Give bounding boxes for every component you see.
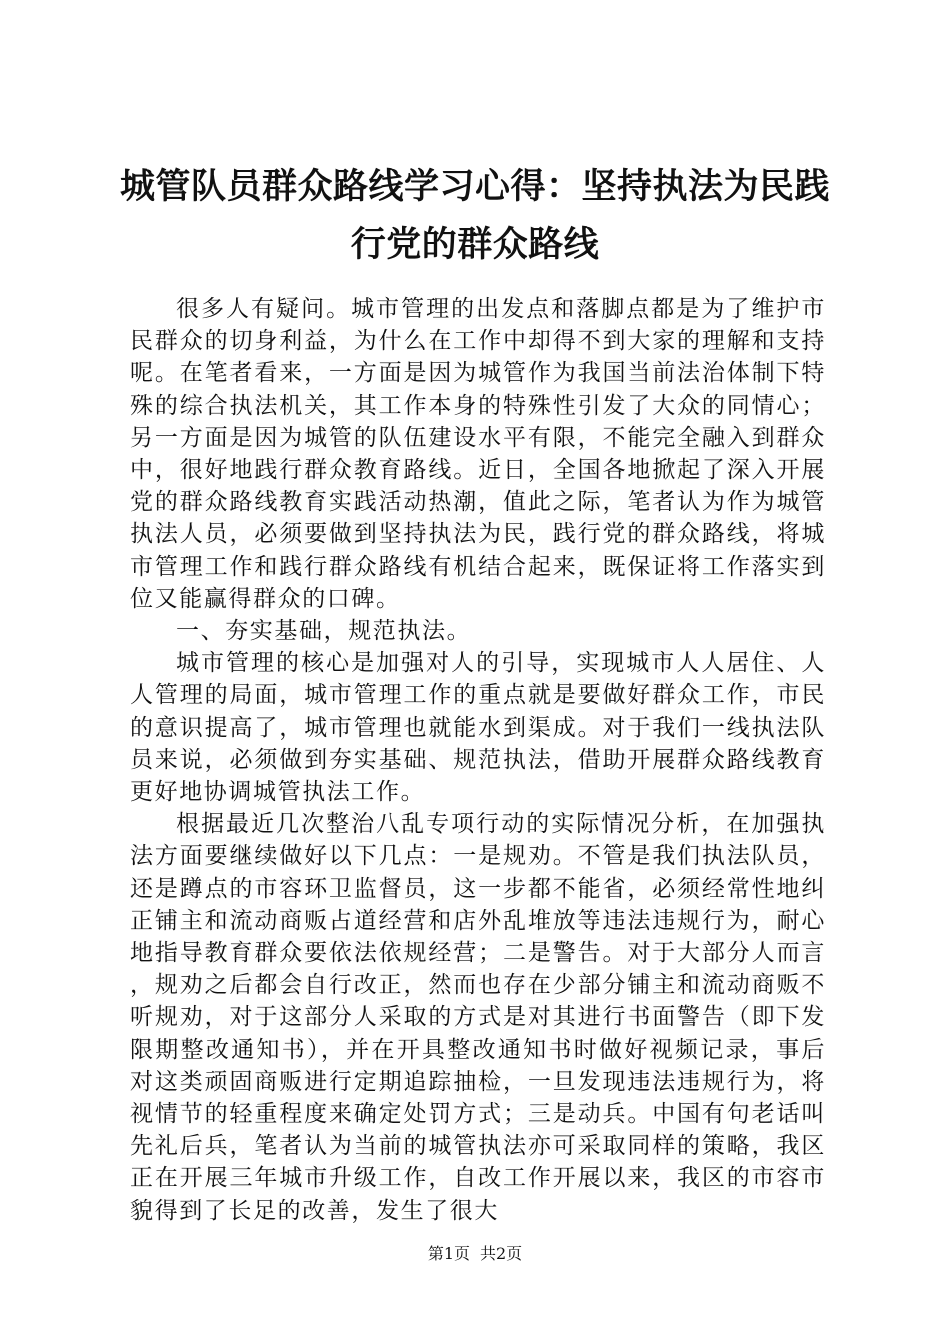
document-title: 城管队员群众路线学习心得：坚持执法为民践行党的群众路线: [120, 166, 831, 265]
section-heading-1: 一、夯实基础，规范执法。: [176, 618, 472, 645]
document-body: [130, 293, 826, 1227]
page-footer: [0, 1242, 950, 1266]
paragraph-section-1: 城市管理的核心是加强对人的引导，实现城市人人居住、人人管理的局面，城市管理工作的重点就是要做好群众工作，市民的意识提高了，城市管理也就能水到渠成。对于我们一线执法队员来说，必须做到夯实基础、规范执法，借助开展群众路线教育更好地协调城管执法工作。: [130, 650, 826, 806]
page-total: 共2页: [480, 1244, 523, 1263]
paragraph-intro: 很多人有疑问。城市管理的出发点和落脚点都是为了维护市民群众的切身利益，为什么在工作中却得不到大家的理解和支持呢。在笔者看来，一方面是因为城管作为我国当前法治体制下特殊的综合执法机关，其工作本身的特殊性引发了大众的同情心；另一方面是因为城管的队伍建设水平有限，不能完全融入到群众中，很好地践行群众教育路线。近日，全国各地掀起了深入开展党的群众路线教育实践活动热潮，值此之际，笔者认为作为城管执法人员，必须要做到坚持执法为民，践行党的群众路线，将城市管理工作和践行群众路线有机结合起来，既保证将工作落实到位又能赢得群众的口碑。: [130, 296, 826, 612]
page-number: 第1页: [427, 1244, 470, 1263]
paragraph-enforcement: 根据最近几次整治八乱专项行动的实际情况分析，在加强执法方面要继续做好以下几点：一是规劝。不管是我们执法队员，还是蹲点的市容环卫监督员，这一步都不能省，必须经常性地纠正铺主和流动商贩占道经营和店外乱堆放等违法违规行为，耐心地指导教育群众要依法依规经营；二是警告。对于大部分人而言，规劝之后都会自行改正，然而也存在少部分铺主和流动商贩不听规劝，对于这部分人采取的方式是对其进行书面警告（即下发限期整改通知书），并在开具整改通知书时做好视频记录，事后对这类顽固商贩进行定期追踪抽检，一旦发现违法违规行为，将视情节的轻重程度来确定处罚方式；三是动兵。中国有句老话叫先礼后兵，笔者认为当前的城管执法亦可采取同样的策略，我区正在开展三年城市升级工作，自改工作开展以来，我区的市容市貌得到了长足的改善，发生了很大: [130, 811, 826, 1224]
